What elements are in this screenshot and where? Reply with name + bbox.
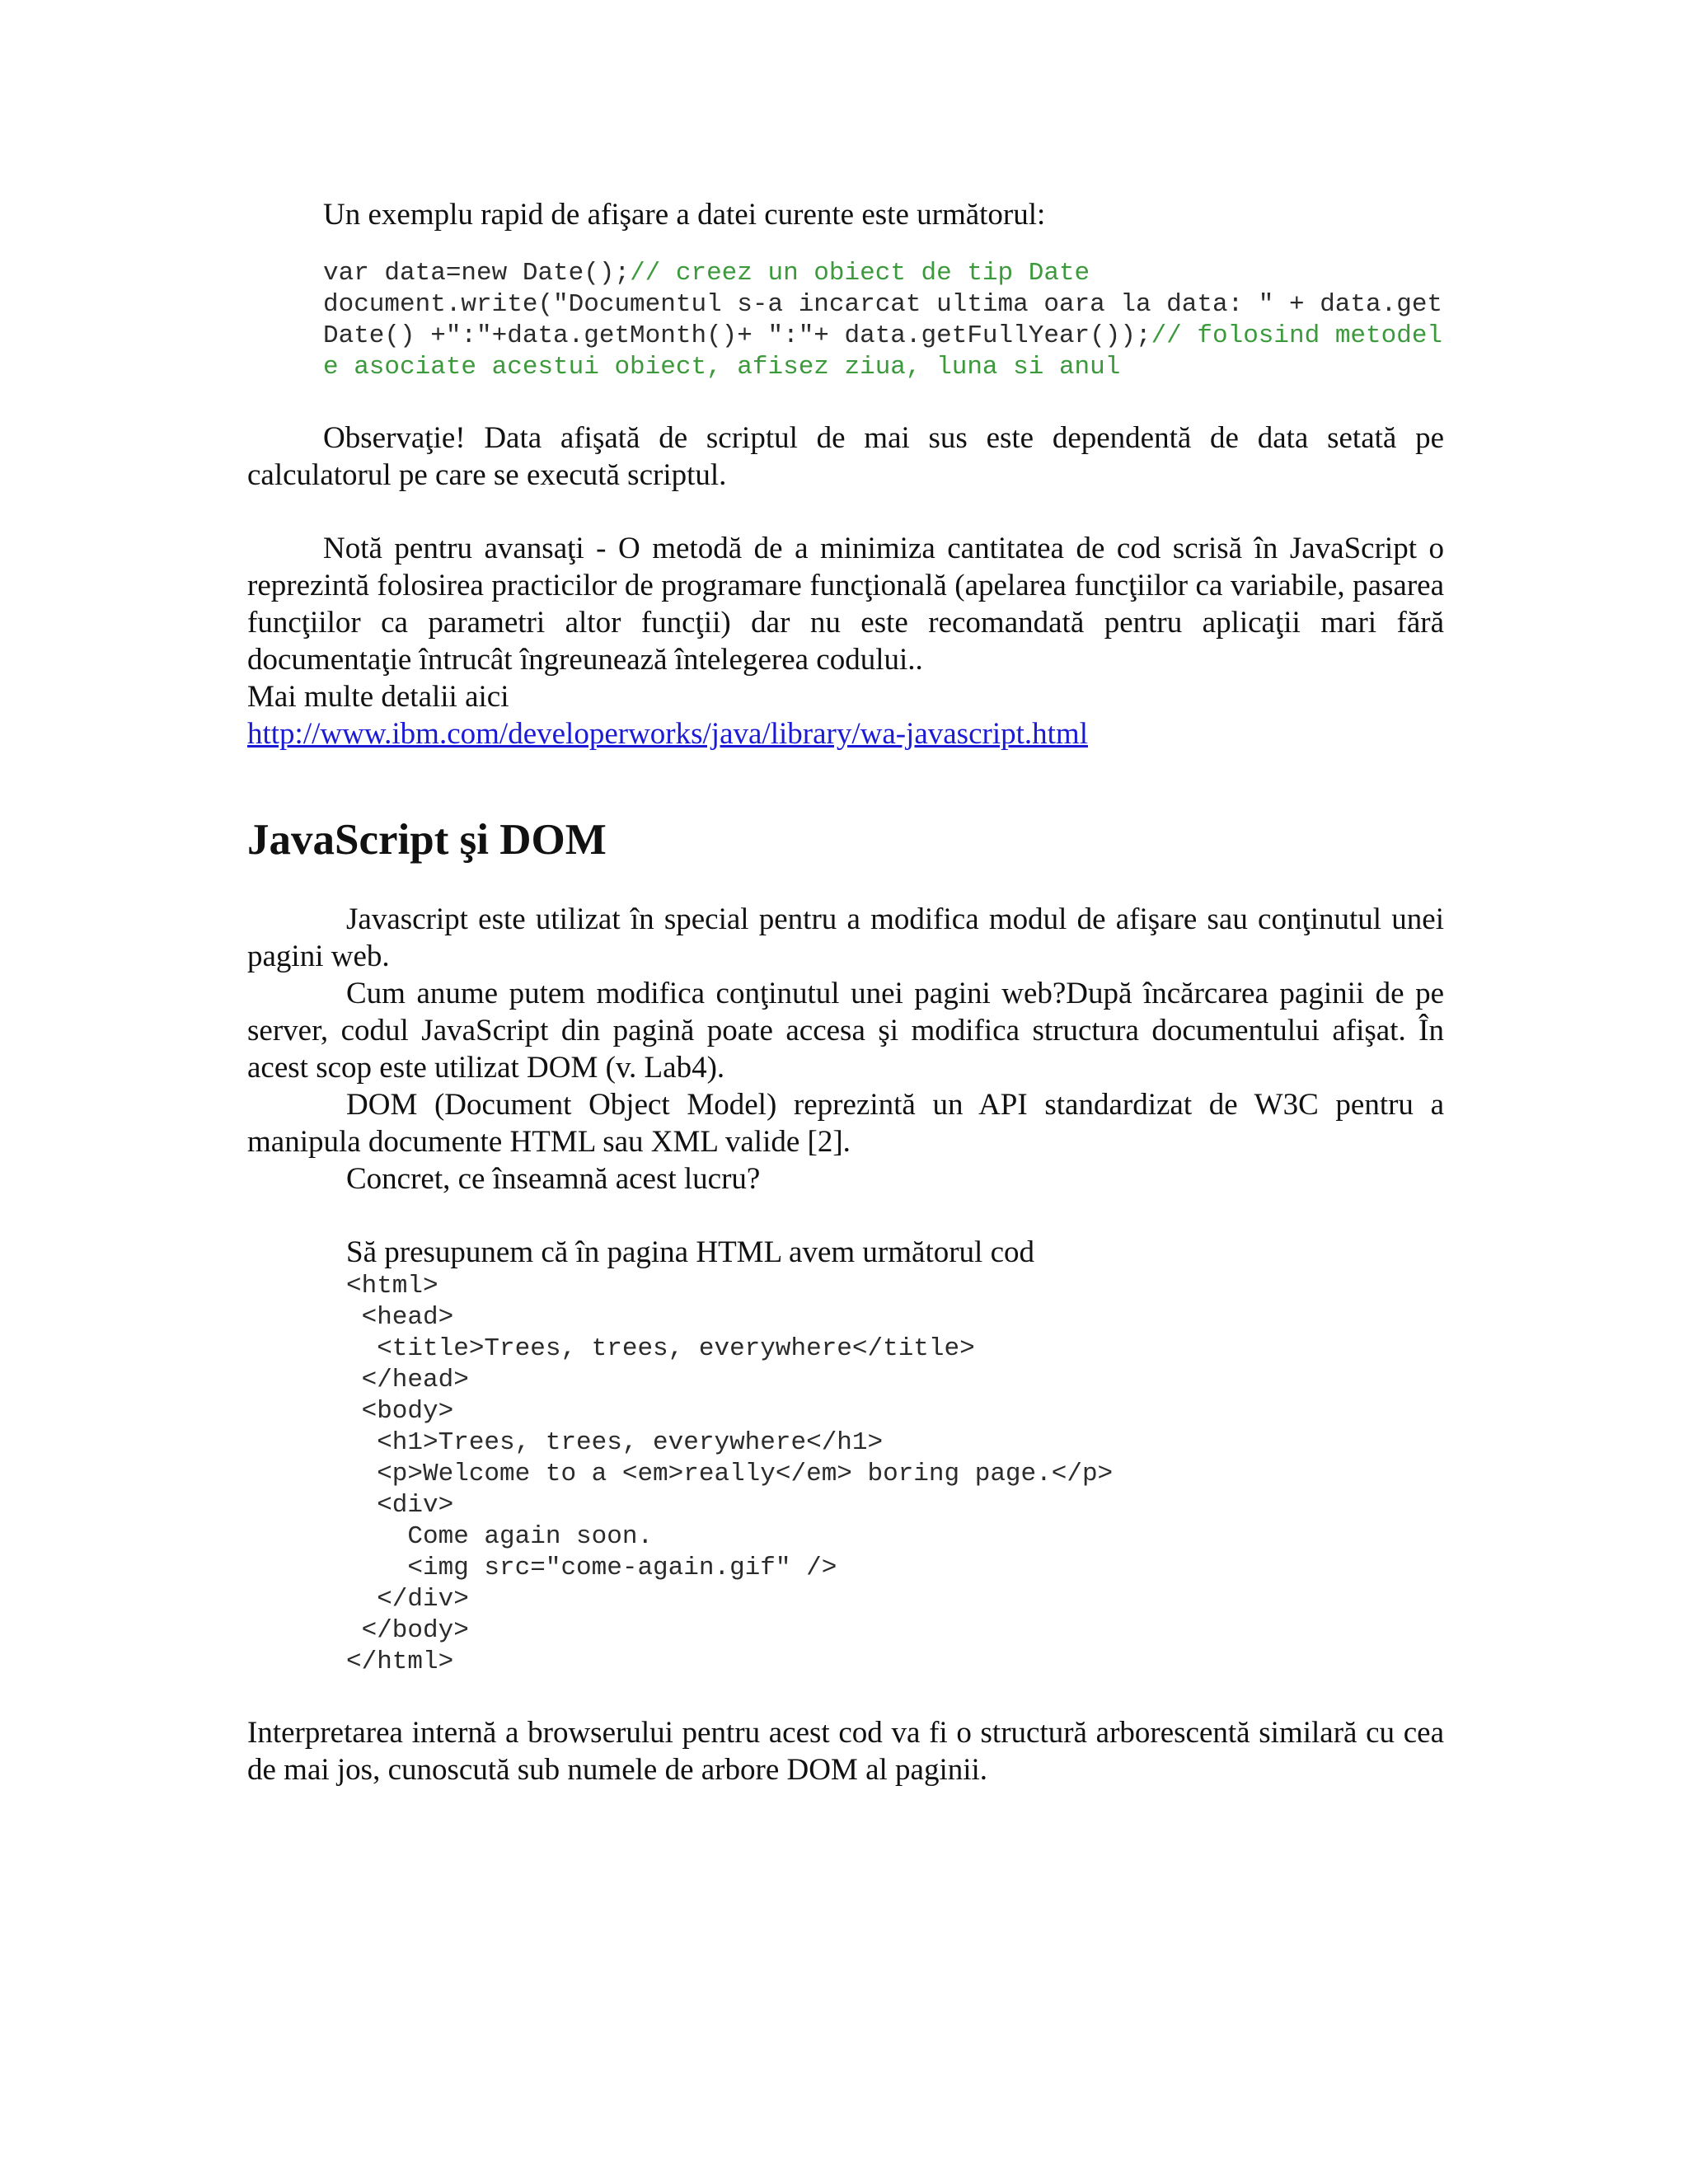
details-label: Mai multe detalii aici [247, 680, 509, 714]
dom-paragraph-3: DOM (Document Object Model) reprezintă un API standardizat de W3C pentru a manipula documente HTML sau XML valide [2]. [247, 1088, 1444, 1159]
code-line-2-code: document.write("Documentul s-a incarcat ultima oara la data: " + data.getDate() +":"+data.getMonth()+ ":"+ data.getFullYear()); [323, 290, 1443, 350]
html-code-block: <html> <head> <title>Trees, trees, everywhere</title> </head> <body> <h1>Trees, trees, everywhere</h1> <p>Welcome to a <em>really</em> boring page.</p> <div> Come again soon. <img src="come-again.gif" /> </div> </body> </html> [346, 1272, 1114, 1676]
code-line-1-code: var data=new Date(); [323, 259, 631, 288]
code-line-2 [323, 289, 1444, 383]
section-heading: JavaScript şi DOM [247, 816, 607, 864]
ibm-link[interactable]: http://www.ibm.com/developerworks/java/library/wa-javascript.html [247, 717, 1088, 751]
dom-paragraph-1: Javascript este utilizat în special pentru a modifica modul de afişare sau conţinutul unei pagini web. [247, 902, 1444, 973]
closing-paragraph: Interpretarea internă a browserului pentru acest cod va fi o structură arborescentă similară cu cea de mai jos, cunoscută sub numele de arbore DOM al paginii. [247, 1716, 1444, 1787]
dom-paragraph-2: Cum anume putem modifica conţinutul unei pagini web?După încărcarea paginii de pe server, codul JavaScript din pagină poate accesa şi modifica structura documentului afişat. În acest scop este utilizat DOM (v. Lab4). [247, 977, 1444, 1085]
code-block-date [247, 258, 1444, 383]
intro-paragraph: Un exemplu rapid de afişare a datei curente este următorul: [323, 198, 1046, 232]
page-content [247, 196, 1444, 1788]
observation-paragraph: Observaţie! Data afişată de scriptul de mai sus este dependentă de data setată pe calculatorul pe care se execută scriptul. [247, 421, 1444, 492]
html-code-section [247, 1234, 1444, 1678]
dom-section-body [247, 901, 1444, 1197]
code-comment-2: // folosind metodele asociate acestui obiect, afisez ziua, luna si anul [323, 321, 1443, 382]
code-comment-1: // creez un obiect de tip Date [630, 259, 1090, 288]
dom-paragraph-4: Concret, ce înseamnă acest lucru? [346, 1162, 761, 1196]
html-code-intro: Să presupunem că în pagina HTML avem următorul cod [346, 1235, 1034, 1269]
advanced-note-paragraph: Notă pentru avansaţi - O metodă de a minimiza cantitatea de cod scrisă în JavaScript o reprezintă folosirea practicilor de programare funcţională (apelarea funcţiilor ca variabile, pasarea funcţiilor ca parametri altor funcţii) dar nu este recomandată pentru aplicaţii mari fără documentaţie întrucât îngreunează întelegerea codului.. [247, 532, 1444, 677]
code-line-1 [323, 258, 1444, 289]
details-link-line [247, 715, 1444, 752]
